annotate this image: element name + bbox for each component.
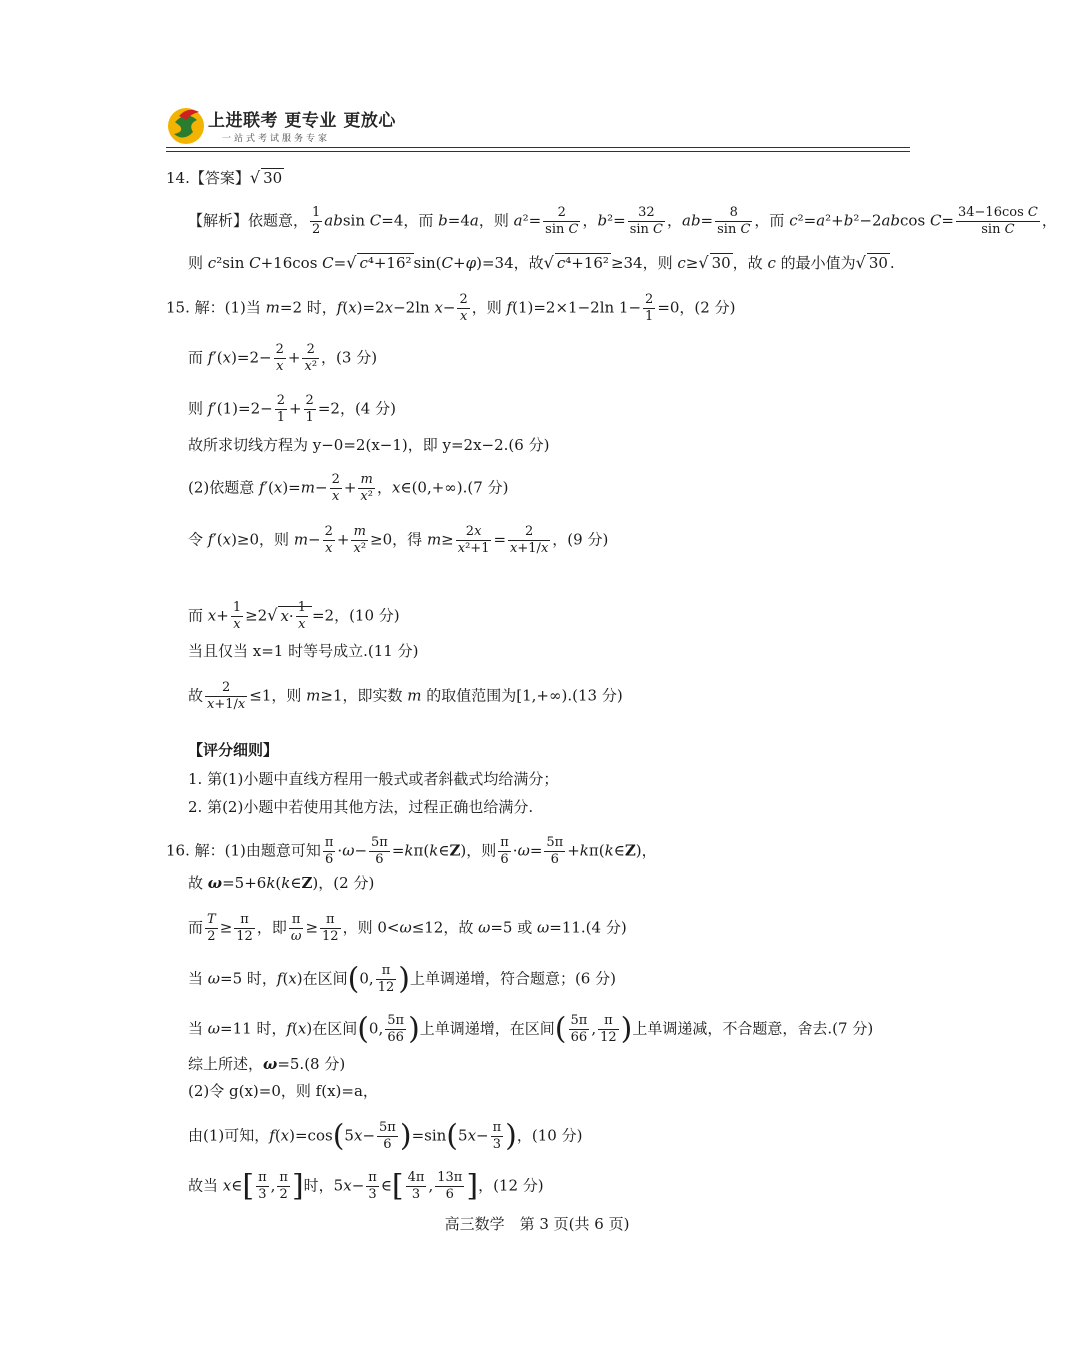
q16-line9: 故当 x∈[ $\frac{\pi}{3}$ , $\frac{\pi}{2}$ ]时，5x− $\frac{\pi}{3}$ ∈[ $\frac{4\pi}{3}$ , $\frac{13\pi}{6}$ ]，(12 分)	[188, 1168, 544, 1204]
brand-subslogan: 一站式考试服务专家	[222, 134, 331, 144]
q16-line4: 当 ω=5 时，f(x)在区间(0, $\frac{\pi}{12}$ )上单调递增，符合题意；(6 分)	[188, 961, 616, 997]
q16-line6: 综上所述，ω=5.(8 分)	[188, 1055, 346, 1073]
brand-slogan: 上进联考 更专业 更放心	[208, 111, 396, 131]
brand-logo-icon	[166, 102, 206, 146]
q15-rule1: 1. 第(1)小题中直线方程用一般式或者斜截式均给满分；	[188, 770, 559, 788]
q15-line2: 而 f′(x)=2− $\frac{2}{x}$ + $\frac{2}{\text{x²}}$ ，(3 分)	[188, 342, 378, 374]
q15-rules-title: 【评分细则】	[188, 741, 279, 759]
q16-line1: 16. 解：(1)由题意可知 $\frac{\pi}{6}$ ·ω− $\frac{5\pi}{6}$ =kπ(k∈Z)，则 $\frac{\pi}{6}$ ·ω= $\frac{5\pi}{6}$ +kπ(k∈Z)，	[166, 835, 657, 867]
q15-line3: 则 f′(1)=2− $\frac{2}{1}$ + $\frac{2}{1}$ =2，(4 分)	[188, 393, 396, 425]
page-footer: 高三数学 第 3 页(共 6 页)	[444, 1215, 630, 1233]
header-rule	[166, 147, 910, 148]
header-rule-thin	[166, 151, 910, 152]
q14-analysis: 【解析】依题意， $\frac{1}{2}$ absin C=4，而 b=4a，则 a²= $\frac{2}{\text{sin C}}$ ，b²= $\frac{32}{\text{sin C}}$ ，ab= $\frac{8}{\text{sin C}}$ ，而 c²=a²+b²−2abcos C= $\frac{\text{34−16cos C}}{\text{sin C}}$ ，	[188, 205, 1057, 237]
q15-line5: (2)依题意 f′(x)=m− $\frac{2}{x}$ + $\frac{m}{\text{x²}}$ ，x∈(0,+∞).(7 分)	[188, 472, 509, 504]
page-header	[166, 100, 910, 152]
q15-line6: 令 f′(x)≥0，则 m− $\frac{2}{x}$ + $\frac{m}{\text{x²}}$ ≥0，得 m≥ $\frac{2x}{\text{x²+1}}$ = $\frac{2}{x+1/x}$ ，(9 分)	[188, 524, 609, 556]
q15-line9: 故 $\frac{2}{x+1/x}$ ≤1，则 m≥1，即实数 m 的取值范围为[1,+∞).(13 分)	[188, 680, 623, 712]
q15-line1: 15. 解：(1)当 m=2 时，f(x)=2x−2ln x− $\frac{2}{x}$ ，则 f(1)=2×1−2ln 1− $\frac{2}{1}$ =0，(2 分)	[166, 292, 736, 324]
q15-line8: 当且仅当 x=1 时等号成立.(11 分)	[188, 642, 419, 660]
q16-line8: 由(1)可知，f(x)=cos(5x− $\frac{5\pi}{6}$ )=sin(5x− $\frac{\pi}{3}$ )，(10 分)	[188, 1118, 583, 1154]
q14-answer: 14.【答案】√ 30	[166, 168, 283, 187]
q16-line5: 当 ω=11 时，f(x)在区间(0, $\frac{5\pi}{66}$ )上单调递增，在区间( $\frac{5\pi}{66}$ , $\frac{\pi}{12}$ )上单调递减，不合题意，舍去.(7 分)	[188, 1011, 874, 1047]
q15-rule2: 2. 第(2)小题中若使用其他方法，过程正确也给满分.	[188, 798, 534, 816]
q16-line7: (2)令 g(x)=0，则 f(x)=a，	[188, 1082, 378, 1100]
q16-line2: 故 ω=5+6k(k∈Z)，(2 分)	[188, 874, 375, 892]
q15-line7: 而 x+ $\frac{1}{x}$ ≥2√ x· $\frac{1}{x}$ =2，(10 分)	[188, 600, 400, 632]
q15-line4: 故所求切线方程为 y−0=2(x−1)，即 y=2x−2.(6 分)	[188, 436, 550, 454]
q14-line2: 则 c²sin C+16cos C=√ c⁴+16² sin(C+φ)=34，故√ c⁴+16² ≥34，则 c≥√ 30 ，故 c 的最小值为√ 30 .	[188, 253, 895, 272]
q16-line3: 而 $\frac{T}{2}$ ≥ $\frac{\pi}{12}$ ，即 $\frac{\pi}{\omega}$ ≥ $\frac{\pi}{12}$ ，则 0<ω≤12，故 ω=5 或 ω=11.(4 分)	[188, 912, 627, 944]
